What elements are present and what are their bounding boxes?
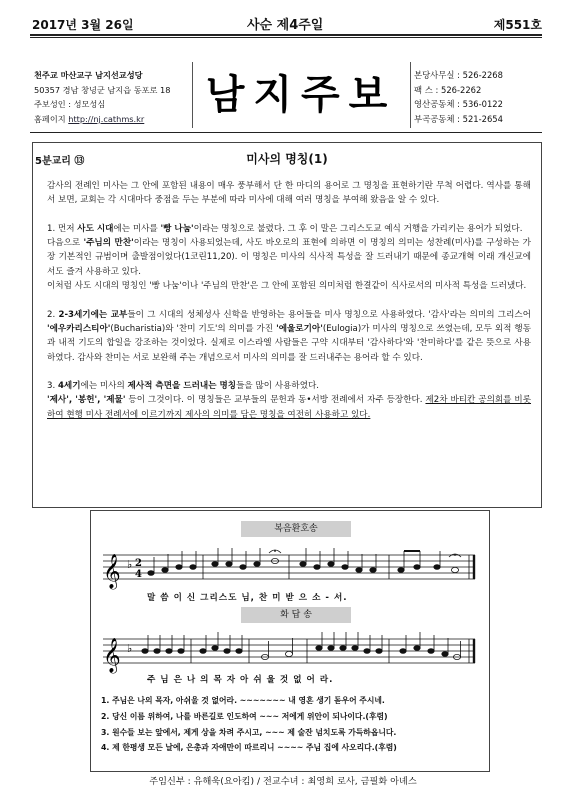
phone-label: 영산공동체 : — [414, 99, 460, 110]
text-run: 1. 먼저 — [47, 223, 78, 234]
church-address: 50357 경남 창녕군 남지읍 동포로 18 — [34, 84, 171, 95]
text-run: 2-3세기에는 교부 — [58, 309, 128, 320]
footer-clergy: 주임신부 : 유해욱(요아킴) / 전교수녀 : 최영희 로사, 금필화 아녜스 — [149, 776, 417, 787]
treble-clef-icon: 𝄞 — [103, 638, 121, 673]
issue-header — [32, 14, 542, 34]
issue-date: 2017년 3월 26일 — [32, 18, 134, 32]
music-box — [90, 510, 490, 772]
text-run: 4세기 — [57, 381, 81, 392]
article-body — [47, 179, 531, 436]
time-signature: 4 — [135, 569, 142, 580]
homepage-link[interactable]: http://nj.cathms.kr — [68, 113, 145, 124]
text-run: 이라는 명칭으로 불렸다. 그 후 이 말은 그리스도교 예식 거행을 가리키는 용어가 되었다. — [193, 223, 523, 234]
text-run: 사도 시대 — [77, 223, 114, 234]
flat-icon: ♭ — [127, 558, 133, 571]
gospel-acclamation-title: 복음환호송 — [241, 521, 351, 537]
psalm-verses — [101, 693, 489, 756]
time-signature: 2 — [135, 558, 142, 569]
bulletin-logo: 남지주보 — [205, 72, 397, 118]
article-title: 미사의 명칭(1) — [246, 152, 328, 166]
psalm-verse: 3. 원수들 보는 앞에서, 제게 상을 차려 주시고, ~~~ 제 술잔 넘치도록 가득하옵니다. — [101, 727, 397, 737]
treble-clef-icon: 𝄞 — [103, 554, 121, 589]
phone-row — [414, 112, 542, 127]
psalm-verse: 4. 제 한평생 모든 날에, 은총과 자애만이 따르리니 ~~~~ 주님 집에 사오리다.(후렴) — [101, 743, 397, 753]
article-paragraph — [47, 379, 531, 422]
text-run: 이라는 명칭이 사용되었는데, 사도 바오로의 표현에 의하면 이 명칭의 의미는 성찬례(미사)를 구성하는 가장 기본적인 규범이며 출발점이었다(1코린11,20). 이 명칭은 미사의 식사적 특성을 잘 드러내기 때문에 종교개혁 이래 개신교에서도 즐겨 사용하고 있다. — [47, 238, 531, 277]
text-run: 이처럼 사도 시대의 명칭인 '빵 나눔'이나 '주님의 만찬'은 그 안에 포함된 의미처럼 한결같이 식사로서의 미사적 특성을 드러냈다. — [47, 281, 527, 292]
psalm-lyrics: 주 님 은 나 의 목 자 아 쉬 울 것 없 어 라. — [147, 675, 334, 685]
text-run: 에는 미사의 — [80, 381, 128, 392]
psalm-verse: 2. 당신 이름 위하여, 나를 바른길로 인도하여 ~~~ 저에게 위안이 되나이다.(후렴) — [101, 711, 388, 721]
article-paragraph: 감사의 전례인 미사는 그 안에 포함된 내용이 매우 풍부해서 단 한 마디의 용어로 그 명칭을 표현하기란 무척 어렵다. 역사를 통해서 보면, 교회는 각 시대마다 중점을 두는 부분에 따라 미사에 대해 여러 명칭을 부여해 왔음을 알 수 있다. — [47, 181, 531, 206]
text-run: 들을 많이 사용하였다. — [236, 381, 320, 392]
phone-number: 526-2268 — [462, 70, 503, 80]
masthead-divider-left — [192, 62, 193, 128]
masthead — [30, 62, 542, 132]
psalm-staff — [99, 629, 483, 679]
text-run: 에는 미사를 — [113, 223, 161, 234]
text-run: '주님의 만찬' — [83, 238, 134, 249]
text-run: '에우카리스티아' — [47, 323, 111, 334]
text-run: 제2차 바티칸 공의회를 비롯하여 현행 미사 전례서에 이르기까지 제사의 의미를 담은 명칭을 여전히 사용하고 있다. — [47, 395, 532, 420]
phone-label: 팩 스 : — [414, 84, 439, 95]
masthead-rule — [30, 132, 542, 133]
liturgical-season: 사순 제4주일 — [247, 18, 324, 33]
issue-number: 제551호 — [493, 18, 542, 32]
phone-label: 본당사무실 : — [414, 70, 460, 80]
church-name: 천주교 마산교구 남지선교성당 — [34, 70, 143, 80]
text-run: 2. — [47, 309, 59, 320]
psalm-verse: 1. 주님은 나의 목자, 아쉬울 것 없어라. ~~~~~~~ 내 영혼 생기 돋우어 주시네. — [101, 696, 385, 705]
article-paragraph — [47, 222, 531, 293]
top-rule — [30, 34, 542, 36]
phone-row — [414, 68, 542, 83]
psalm-title: 화 답 송 — [241, 607, 351, 623]
phone-number: 536-0122 — [462, 99, 503, 110]
text-run: '에울로기아' — [276, 323, 323, 334]
phone-number: 521-2654 — [462, 113, 503, 124]
article-series: 5분교리 ⑬ — [35, 156, 85, 167]
text-run: (Bucharistia)와 '찬미 기도'의 의미를 가진 — [110, 323, 277, 334]
text-run: 다음으로 — [47, 238, 84, 249]
church-homepage — [34, 112, 204, 127]
phone-row — [414, 83, 542, 98]
phone-directory — [414, 68, 542, 126]
gospel-acclamation-staff — [99, 545, 483, 597]
church-info — [34, 68, 204, 126]
text-run: (Eulogia)가 미사의 명칭으로 쓰였는데, 모두 외적 행동과 내적 기도의 합일을 강조하는 것이었다. 실제로 이스라엘 사람들은 구약 시대부터 '감사하다'와 '찬미하다'를 같은 뜻으로 사용하였다. 감사와 찬미는 서로 보완해 주는 개념으로서 미사의 의미를 잘 드러내주는 용어라 할 수 있다. — [47, 323, 532, 363]
masthead-divider-right — [410, 62, 411, 128]
text-run: 3. — [47, 381, 58, 392]
text-run: 등이 그것이다. 이 명칭들은 교부들의 문헌과 동•서방 전례에서 자주 등장한다. — [125, 395, 426, 406]
text-run: 들이 그 시대의 성체성사 신학을 반영하는 용어들을 미사 명칭으로 사용하였다. '감사'라는 의미의 그리스어 — [127, 309, 531, 320]
top-rule-thin — [30, 37, 542, 38]
text-run: '빵 나눔' — [160, 223, 194, 234]
text-run: '제사', '봉헌', '제물' — [47, 395, 126, 406]
church-patron: 주보성인 : 성모성심 — [34, 99, 106, 110]
gospel-acclamation-lyrics: 말 씀 이 신 그리스도 님, 찬 미 받 으 소 - 서. — [147, 593, 348, 603]
text-run: 제사적 측면을 드러내는 명칭 — [127, 381, 237, 392]
phone-label: 부곡공동체 : — [414, 113, 460, 124]
phone-number: 526-2262 — [441, 84, 482, 95]
catechism-article — [32, 142, 542, 508]
article-paragraph — [47, 308, 531, 365]
homepage-label: 홈페이지 — [34, 113, 66, 124]
phone-row — [414, 97, 542, 112]
flat-icon: ♭ — [127, 642, 133, 655]
